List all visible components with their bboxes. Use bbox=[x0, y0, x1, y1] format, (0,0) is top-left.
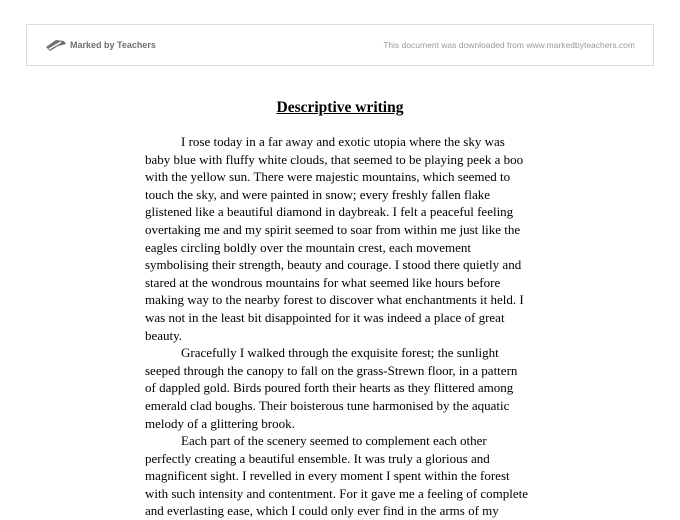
brand-logo[interactable] bbox=[45, 38, 156, 52]
header-banner bbox=[26, 24, 654, 66]
text-line: perfectly creating a beautiful ensemble. It was truly a glorious and bbox=[145, 450, 490, 466]
text-line: symbolising their strength, beauty and courage. I stood there quietly and bbox=[145, 257, 522, 273]
text-line: magnificent sight. I revelled in every moment I spent within the forest bbox=[145, 468, 510, 484]
text-line: seeped through the canopy to fall on the grass-Strewn floor, in a pattern bbox=[145, 362, 518, 378]
text-line: baby blue with fluffy white clouds, that seemed to be playing peek a boo bbox=[145, 151, 524, 167]
text-line: eagles circling boldly over the mountain crest, each movement bbox=[145, 239, 471, 255]
text-line: melody of a glittering brook. bbox=[145, 415, 295, 431]
pencil-icon bbox=[45, 38, 67, 52]
text-line: touch the sky, and were painted in snow; every freshly fallen flake bbox=[145, 186, 490, 202]
brand-name: Marked by Teachers bbox=[70, 40, 156, 50]
document-body bbox=[145, 133, 545, 520]
text-line: stared at the wondrous mountains for what seemed like hours before bbox=[145, 274, 501, 290]
text-line: with such intensity and contentment. For it gave me a feeling of complete bbox=[145, 485, 529, 501]
text-line: Each part of the scenery seemed to complement each other bbox=[181, 433, 487, 449]
text-line: Gracefully I walked through the exquisite forest; the sunlight bbox=[181, 345, 499, 361]
text-line: with the yellow sun. There were majestic mountains, which seemed to bbox=[145, 169, 511, 185]
text-line: emerald clad boughs. Their boisterous tune harmonised by the aquatic bbox=[145, 397, 510, 413]
download-note: This document was downloaded from www.markedbyteachers.com bbox=[383, 40, 635, 50]
text-line: overtaking me and my spirit seemed to soar from within me just like the bbox=[145, 221, 521, 237]
text-line: and everlasting ease, which I could only ever find in the arms of my bbox=[145, 503, 499, 519]
text-line: beauty. bbox=[145, 327, 183, 343]
text-line: was not in the least bit disappointed for it was indeed a place of great bbox=[145, 309, 505, 325]
document-title: Descriptive writing bbox=[276, 99, 404, 116]
text-line: glistened like a beautiful diamond in daybreak. I felt a peaceful feeling bbox=[145, 204, 514, 220]
text-line: of dappled gold. Birds poured forth their hearts as they flittered among bbox=[145, 380, 514, 396]
text-line: I rose today in a far away and exotic utopia where the sky was bbox=[181, 134, 505, 149]
text-line: making way to the nearby forest to discover what enchantments it held. I bbox=[145, 292, 524, 308]
